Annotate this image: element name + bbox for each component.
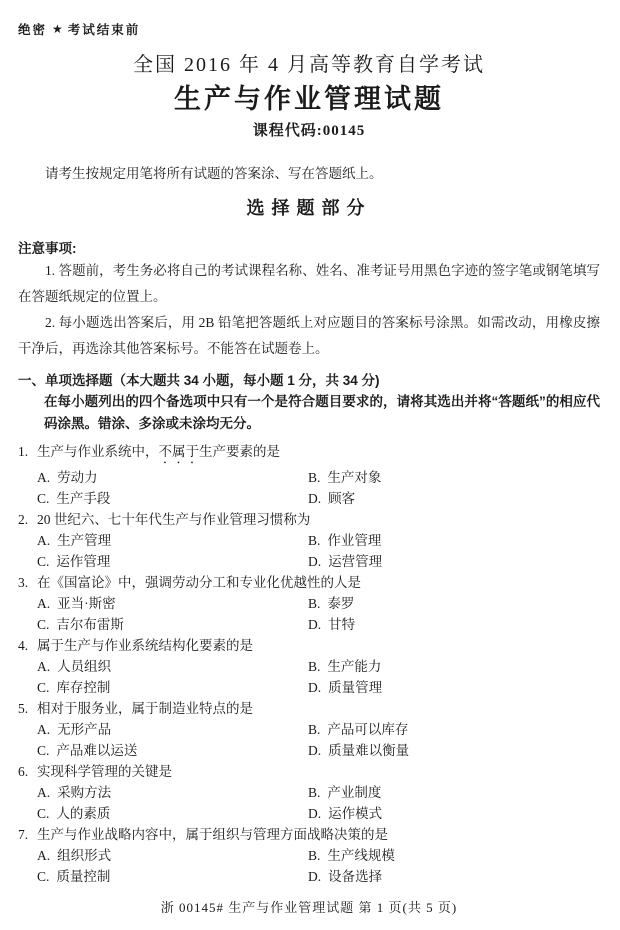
option-c: C. 产品难以运送 [37, 743, 138, 758]
section-title: 一、单项选择题（本大题共 34 小题，每小题 1 分，共 34 分) [18, 373, 380, 388]
question-number: 2. [18, 512, 29, 527]
notice-item-2: 2. 每小题选出答案后，用 2B 铅笔把答题纸上对应题目的答案标号涂黑。如需改动，用橡皮擦干净后，再选涂其他答案标号。不能答在试题卷上。 [18, 315, 600, 356]
question-5 [18, 698, 600, 761]
exam-series-title: 全国 2016 年 4 月高等教育自学考试 [133, 54, 485, 76]
question-number: 4. [18, 638, 29, 653]
emphasized-text: 不属于 [158, 444, 199, 459]
question-stem [18, 761, 600, 782]
option-a: A. 生产管理 [37, 533, 112, 548]
option-c: C. 生产手段 [37, 491, 111, 506]
option-b: B. 生产对象 [308, 470, 382, 485]
option-a: A. 亚当·斯密 [37, 596, 116, 611]
option-b: B. 产业制度 [308, 785, 382, 800]
question-number: 1. [18, 444, 29, 459]
question-text: 属于生产与作业系统结构化要素的是 [37, 638, 253, 653]
notice-item-1: 1. 答题前，考生务必将自己的考试课程名称、姓名、准考证号用黑色字迹的签字笔或钢笔填写在答题纸规定的位置上。 [18, 263, 600, 304]
option-b: B. 泰罗 [308, 596, 355, 611]
options [18, 782, 600, 824]
question-2 [18, 509, 600, 572]
question-stem [18, 509, 600, 530]
option-c: C. 吉尔布雷斯 [37, 617, 124, 632]
question-text: 20 世纪六、七十年代生产与作业管理习惯称为 [37, 512, 311, 527]
option-d: D. 甘特 [308, 617, 356, 632]
options [18, 467, 600, 509]
course-code: 课程代码:00145 [252, 123, 366, 139]
part-title: 选择题部分 [246, 198, 372, 218]
question-text: 相对于服务业，属于制造业特点的是 [37, 701, 253, 716]
page-title: 生产与作业管理试题 [174, 84, 444, 114]
question-text: 生产与作业战略内容中，属于组织与管理方面战略决策的是 [37, 827, 388, 842]
options [18, 656, 600, 698]
section-note: 在每小题列出的四个备选项中只有一个是符合题目要求的，请将其选出并将“答题纸”的相应代码涂黑。错涂、多涂或未涂均无分。 [44, 394, 600, 431]
question-number: 3. [18, 575, 29, 590]
option-d: D. 运作模式 [308, 806, 383, 821]
question-text: 在《国富论》中，强调劳动分工和专业化优越性的人是 [37, 575, 361, 590]
secret-label: 绝密 [18, 23, 48, 37]
page-footer: 浙 00145# 生产与作业管理试题 第 1 页(共 5 页) [160, 900, 458, 915]
options [18, 845, 600, 887]
option-a: A. 人员组织 [37, 659, 112, 674]
question-6 [18, 761, 600, 824]
option-c: C. 人的素质 [37, 806, 111, 821]
question-1 [18, 441, 600, 509]
star-icon: ★ [52, 22, 63, 36]
question-number: 5. [18, 701, 29, 716]
option-b: B. 作业管理 [308, 533, 382, 548]
secret-banner [18, 20, 600, 38]
question-text: 实现科学管理的关键是 [37, 764, 172, 779]
question-4 [18, 635, 600, 698]
option-c: C. 质量控制 [37, 869, 111, 884]
notice-title: 注意事项: [18, 241, 77, 256]
question-stem [18, 441, 600, 467]
question-stem [18, 824, 600, 845]
question-number: 6. [18, 764, 29, 779]
option-a: A. 采购方法 [37, 785, 112, 800]
question-text: 生产与作业系统中，不属于生产要素的是 [37, 444, 280, 459]
option-d: D. 顾客 [308, 491, 356, 506]
option-b: B. 生产线规模 [308, 848, 395, 863]
option-d: D. 设备选择 [308, 869, 383, 884]
question-stem [18, 572, 600, 593]
question-3 [18, 572, 600, 635]
options [18, 593, 600, 635]
option-c: C. 库存控制 [37, 680, 111, 695]
option-d: D. 质量管理 [308, 680, 383, 695]
option-b: B. 生产能力 [308, 659, 382, 674]
options [18, 719, 600, 761]
option-c: C. 运作管理 [37, 554, 111, 569]
question-7 [18, 824, 600, 887]
option-b: B. 产品可以库存 [308, 722, 409, 737]
option-a: A. 组织形式 [37, 848, 112, 863]
question-stem [18, 698, 600, 719]
timing-label: 考试结束前 [67, 23, 141, 37]
question-list [18, 441, 600, 887]
question-stem [18, 635, 600, 656]
option-a: A. 无形产品 [37, 722, 112, 737]
option-d: D. 质量难以衡量 [308, 743, 410, 758]
options [18, 530, 600, 572]
question-number: 7. [18, 827, 29, 842]
option-a: A. 劳动力 [37, 470, 98, 485]
answer-instruction: 请考生按规定用笔将所有试题的答案涂、写在答题纸上。 [45, 166, 383, 181]
option-d: D. 运营管理 [308, 554, 383, 569]
